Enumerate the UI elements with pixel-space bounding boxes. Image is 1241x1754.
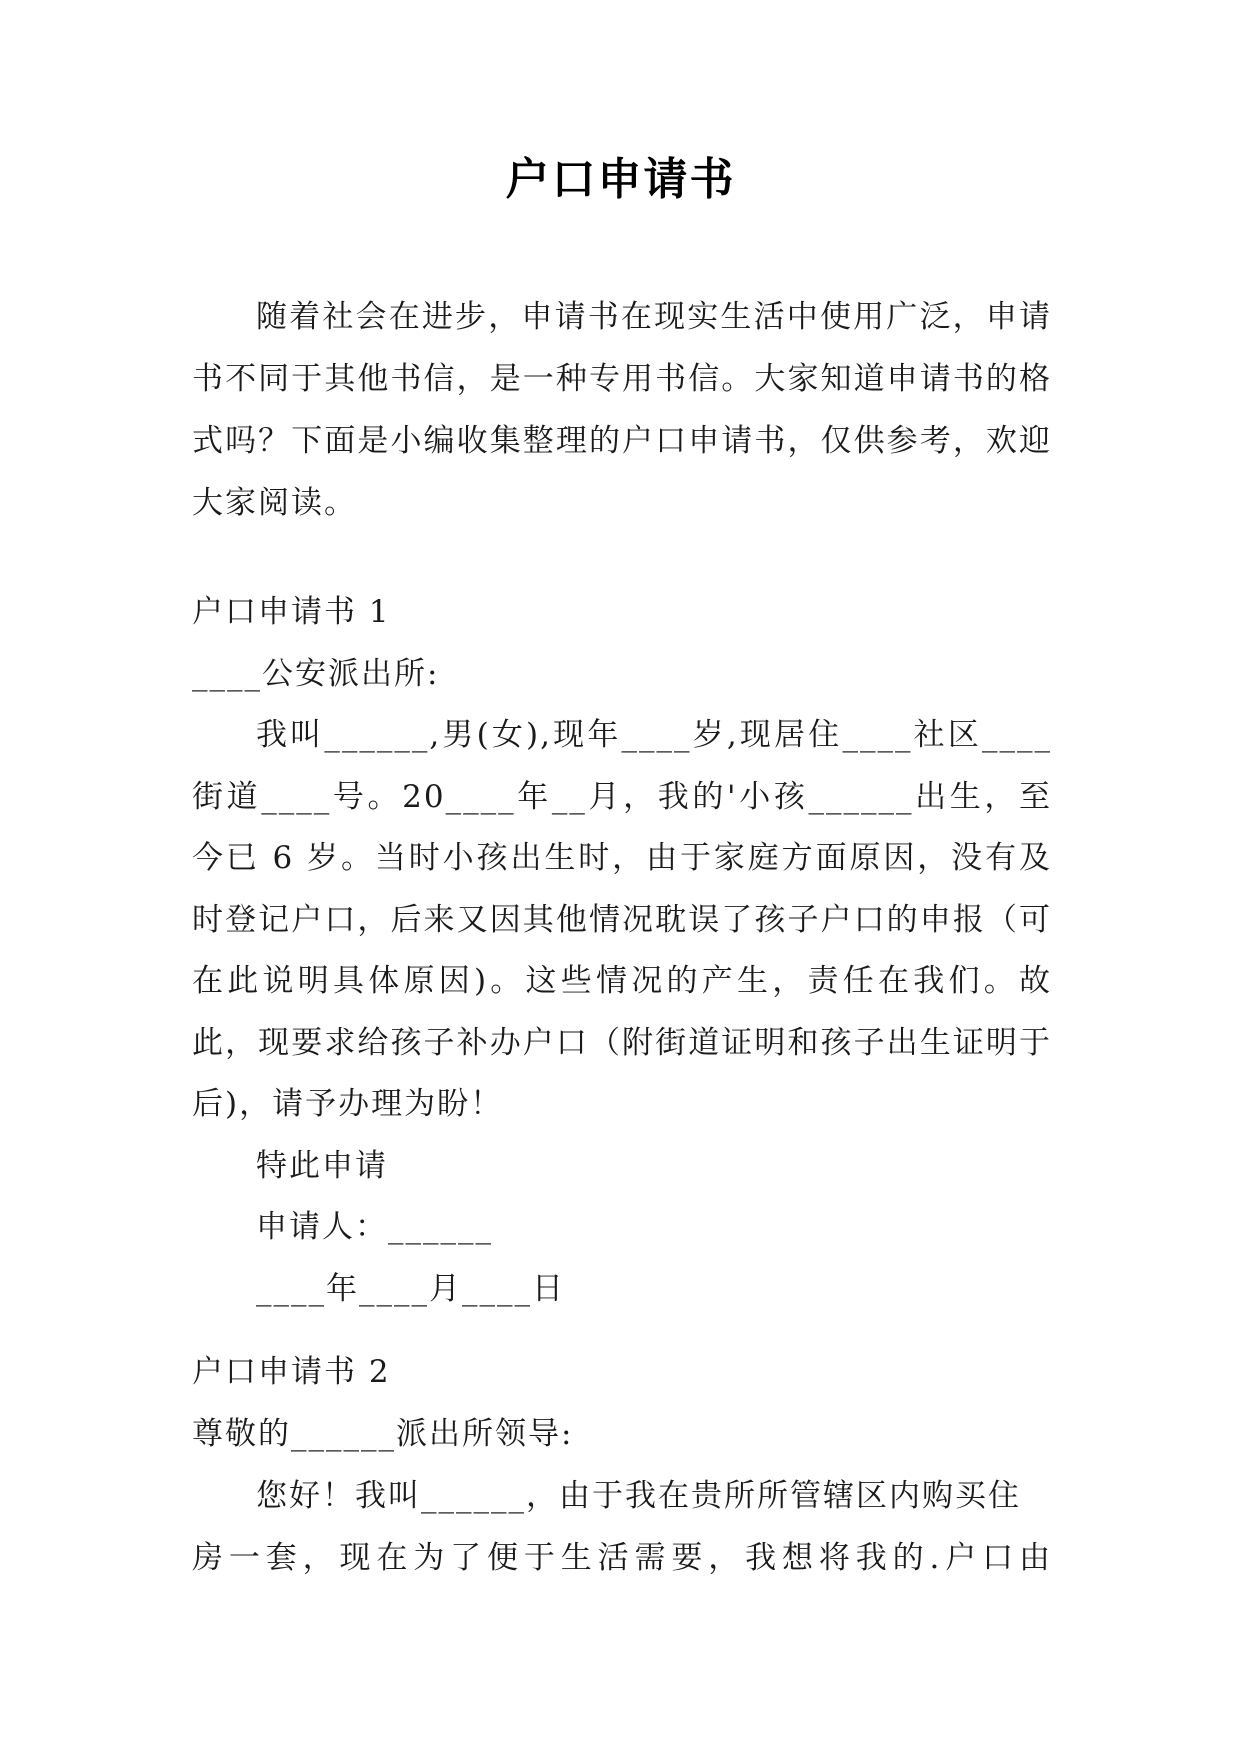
intro-section [192, 286, 1052, 534]
section-1-closing: 特此申请 [256, 1147, 388, 1184]
section-2-salutation: 尊敬的______派出所领导: [192, 1416, 574, 1452]
section-1-date: ____年____月____日 [256, 1270, 565, 1307]
document-title: 户口申请书 [505, 154, 736, 205]
section-2-heading: 户口申请书 2 [192, 1354, 391, 1390]
application-section-2 [192, 1341, 1052, 1589]
section-1-salutation: ____公安派出所: [192, 655, 440, 692]
section-1-body: 我叫______,男(女),现年____岁,现居住____社区____街道____号。20____年__月，我的'小孩______出生，至今已 6 岁。当时小孩出生时，由于家庭方面原因，没有及时登记户口，后来又因其他情况耽误了孩子户口的申报（可在此说明具体原因)。这些情况的产生，责任在我们。故此，现要求给孩子补办户口（附街道证明和孩子出生证明于后)，请予办理为盼！ [192, 717, 1052, 1122]
section-1-applicant: 申请人：______ [256, 1209, 493, 1245]
application-section-1 [192, 582, 1052, 1320]
section-1-heading: 户口申请书 1 [192, 594, 391, 630]
intro-paragraph: 随着社会在进步，申请书在现实生活中使用广泛，申请书不同于其他书信，是一种专用书信。大家知道申请书的格式吗？下面是小编收集整理的户口申请书，仅供参考，欢迎大家阅读。 [192, 299, 1052, 521]
section-2-body: 您好！我叫______，由于我在贵所所管辖区内购买住房一套，现在为了便于生活需要，我想将我的.户口由 [192, 1478, 1052, 1576]
